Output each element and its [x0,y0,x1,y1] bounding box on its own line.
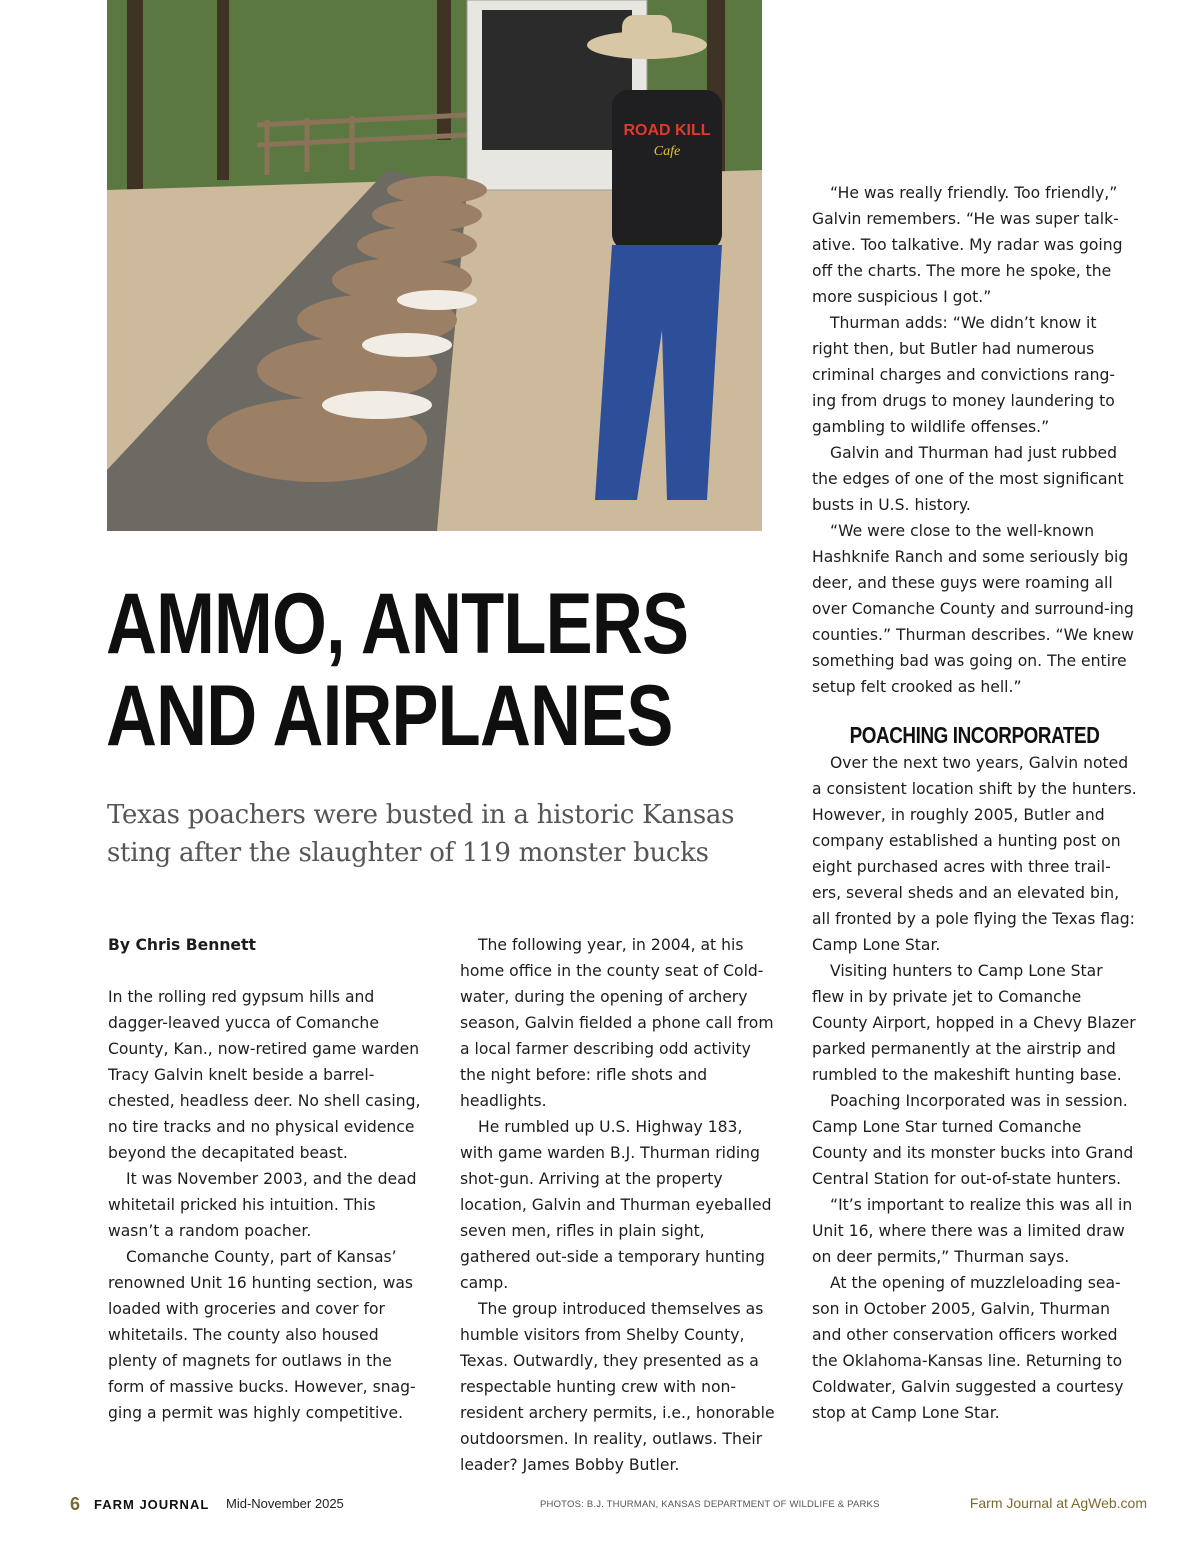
paragraph: “We were close to the well-known Hashknife Ranch and some seriously big deer, and these guys were roaming all over Comanche County and surround-ing counties.” Thurman describes. “We knew something bad was going on. The entire setup felt crooked as hell.” [812,522,1134,696]
dek: Texas poachers were busted in a historic Kansas sting after the slaughter of 119 monster bucks [107,800,735,868]
column-2 [460,932,780,1478]
paragraph: Visiting hunters to Camp Lone Star flew in by private jet to Comanche County Airport, hopped in a Chevy Blazer parked permanently at the airstrip and rumbled to the makeshift hunting base. [812,962,1136,1084]
paragraph: The following year, in 2004, at his home office in the county seat of Cold-water, during the opening of archery season, Galvin fielded a phone call from a local farmer describing odd activity the night before: rifle shots and headlights. [460,936,774,1110]
page-footer [0,1494,1200,1518]
paragraph: Galvin and Thurman had just rubbed the edges of one of the most significant busts in U.S. history. [812,444,1124,514]
issue-date: Mid-November 2025 [226,1496,344,1511]
paragraph: In the rolling red gypsum hills and dagger-leaved yucca of Comanche County, Kan., now-retired game warden Tracy Galvin knelt beside a barrel-chested, headless deer. No shell casing, no tire tracks and no physical evidence beyond the decapitated beast. [108,988,421,1162]
shirt-text-1: ROAD KILL [623,122,711,139]
paragraph: He rumbled up U.S. Highway 183, with game warden B.J. Thurman riding shot-gun. Arriving at the property location, Galvin and Thurman eyeballed seven men, rifles in plain sight, gathered out-side a temporary hunting camp. [460,1118,772,1292]
subhead: POACHING INCORPORATED [849,722,1100,748]
headline-line-2: AND AIRPLANES [106,668,673,764]
website-link[interactable]: Farm Journal at AgWeb.com [969,1495,1147,1511]
publication-name: FARM JOURNAL [94,1497,210,1512]
paragraph: At the opening of muzzleloading sea-son in October 2005, Galvin, Thurman and other conservation officers worked the Oklahoma-Kansas line. Returning to Coldwater, Galvin suggested a courtesy stop at Camp Lone Star. [812,1274,1124,1422]
paragraph: It was November 2003, and the dead whitetail pricked his intuition. This wasn’t a random poacher. [108,1170,417,1240]
page-number: 6 [70,1494,81,1514]
photo-illustration [107,0,762,531]
paragraph: The group introduced themselves as humble visitors from Shelby County, Texas. Outwardly, they presented as a respectable hunting crew with non-resident archery permits, i.e., honorable outdoorsmen. In reality, outlaws. Their leader? James Bobby Butler. [460,1300,775,1474]
paragraph: Over the next two years, Galvin noted a consistent location shift by the hunters. However, in roughly 2005, Butler and company established a hunting post on eight purchased acres with three trail-ers, several sheds and an elevated bin, all fronted by a pole flying the Texas flag: Camp Lone Star. [812,754,1137,954]
shirt-text-2: Cafe [653,144,681,159]
paragraph: Poaching Incorporated was in session. Camp Lone Star turned Comanche County and its monster bucks into Grand Central Station for out-of-state hunters. [812,1092,1134,1188]
column-3 [812,180,1137,1426]
paragraph: Comanche County, part of Kansas’ renowned Unit 16 hunting section, was loaded with groceries and cover for whitetails. The county also housed plenty of magnets for outlaws in the form of massive bucks. However, snag-ging a permit was highly competitive. [108,1248,416,1422]
byline: By Chris Bennett [108,936,256,954]
article-photo [107,0,762,531]
headline-line-1: AMMO, ANTLERS [106,576,689,672]
photo-credit: PHOTOS: B.J. THURMAN, KANSAS DEPARTMENT OF WILDLIFE & PARKS [540,1499,880,1510]
headline [106,576,689,764]
paragraph: Thurman adds: “We didn’t know it right then, but Butler had numerous criminal charges and convictions rang-ing from drugs to money laundering to gambling to wildlife offenses.” [812,314,1116,436]
paragraph: “It’s important to realize this was all in Unit 16, where there was a limited draw on deer permits,” Thurman says. [812,1196,1133,1266]
paragraph: “He was really friendly. Too friendly,” Galvin remembers. “He was super talk-ative. Too talkative. My radar was going off the charts. The more he spoke, the more suspicious I got.” [812,184,1123,306]
column-1 [108,932,428,1426]
